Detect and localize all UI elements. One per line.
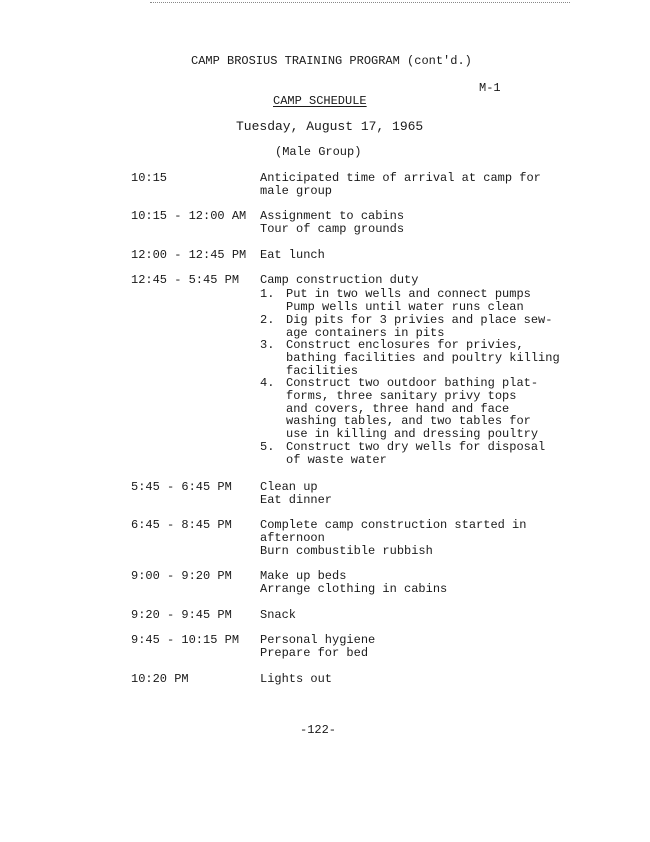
list-item-line: Construct two outdoor bathing plat- [286,376,539,390]
document-title: CAMP BROSIUS TRAINING PROGRAM (cont'd.) [191,54,472,68]
schedule-activity-line: Assignment to cabins [260,209,405,223]
schedule-activity-line: afternoon [260,530,325,545]
schedule-date: Tuesday, August 17, 1965 [236,119,424,134]
schedule-activity-line: Tour of camp grounds [260,221,405,236]
schedule-time: 6:45 - 8:45 PM [131,518,232,532]
list-item-line: age containers in pits [286,325,445,340]
document-code: M-1 [479,81,501,95]
list-item-line: Pump wells until water runs clean [286,299,524,314]
schedule-activity-line: Camp construction duty [260,273,419,287]
schedule-activity-line: Make up beds [260,569,347,583]
schedule-activity-line: Clean up [260,480,318,494]
schedule-activity-line: Snack [260,608,297,622]
list-item-line: Construct two dry wells for disposal [286,440,546,454]
schedule-activity-line: Prepare for bed [260,645,369,660]
schedule-time: 10:20 PM [131,672,189,686]
list-item-number: 2. [260,313,275,327]
list-item-number: 3. [260,338,275,352]
schedule-activity-line: Arrange clothing in cabins [260,581,448,596]
list-item-line: washing tables, and two tables for [286,414,531,429]
list-item-line: Construct enclosures for privies, [286,338,524,352]
schedule-time: 12:00 - 12:45 PM [131,248,247,262]
schedule-time: 9:00 - 9:20 PM [131,569,232,583]
page-number: -122- [300,723,337,737]
schedule-time: 12:45 - 5:45 PM [131,273,240,287]
schedule-activity-line: Eat lunch [260,248,325,262]
schedule-activity-line: Personal hygiene [260,633,376,647]
list-item-number: 4. [260,376,275,390]
schedule-activity-line: male group [260,183,333,198]
schedule-title: CAMP SCHEDULE [273,94,367,108]
list-item-line: Dig pits for 3 privies and place sew- [286,313,553,327]
list-item-line: and covers, three hand and face [286,401,510,416]
group-label: (Male Group) [275,145,362,159]
schedule-activity-line: Anticipated time of arrival at camp for [260,171,541,185]
list-item-number: 5. [260,440,275,454]
list-item-line: Put in two wells and connect pumps [286,287,531,301]
schedule-activity-line: Lights out [260,672,333,686]
schedule-activity-line: Complete camp construction started in [260,518,527,532]
list-item-line: facilities [286,363,359,378]
list-item-line: of waste water [286,452,387,467]
list-item-line: bathing facilities and poultry killing [286,350,560,365]
schedule-time: 9:20 - 9:45 PM [131,608,232,622]
list-item-number: 1. [260,287,275,301]
schedule-time: 9:45 - 10:15 PM [131,633,240,647]
schedule-activity-line: Eat dinner [260,492,333,507]
schedule-time: 10:15 [131,171,168,185]
list-item-line: use in killing and dressing poultry [286,427,539,442]
schedule-activity-line: Burn combustible rubbish [260,543,433,558]
schedule-time: 5:45 - 6:45 PM [131,480,232,494]
schedule-time: 10:15 - 12:00 AM [131,209,247,223]
list-item-line: forms, three sanitary privy tops [286,388,517,403]
scan-edge-line [150,2,570,3]
